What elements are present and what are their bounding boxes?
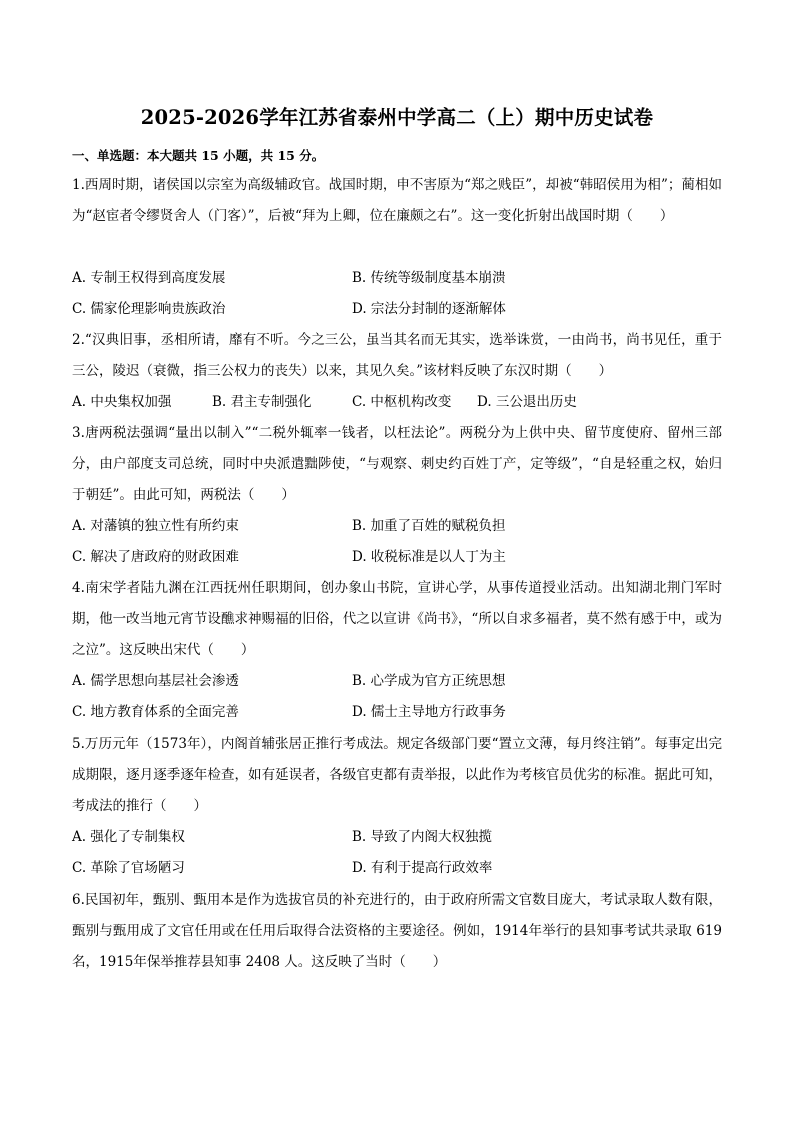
- option-d: D. 有利于提高行政效率: [352, 860, 493, 876]
- question-5-options: [72, 822, 722, 884]
- question-3-options: [72, 511, 722, 573]
- option-c: C. 中枢机构改变: [352, 394, 452, 410]
- option-a: A. 中央集权加强: [72, 394, 172, 410]
- question-2-options: [72, 387, 722, 418]
- page-title: 2025-2026学年江苏省泰州中学高二（上）期中历史试卷: [140, 106, 654, 129]
- question-4-stem: 4.南宋学者陆九渊在江西抚州任职期间，创办象山书院，宣讲心学，从事传道授业活动。出知湖北荆门军时期，他一改当地元宵节设醮求神赐福的旧俗，代之以宣讲《尚书》，“所以自求多福者，莫不然有感于中，或为之泣”。这反映出宋代（ ）: [72, 580, 722, 658]
- option-a: A. 专制王权得到高度发展: [72, 270, 226, 286]
- option-b: B. 君主专制强化: [212, 394, 312, 410]
- question-6-stem: 6.民国初年，甄别、甄用本是作为选拔官员的补充进行的，由于政府所需文官数目庞大，考试录取人数有限，甄别与甄用成了文官任用或在任用后取得合法资格的主要途径。例如，1914年举行的县知事考试共录取 619 名，1915年保举推荐县知事 2408 人。这反映了当时（ ）: [72, 892, 722, 970]
- option-b: B. 心学成为官方正统思想: [352, 673, 506, 689]
- option-d: D. 三公退出历史: [477, 394, 577, 410]
- option-d: D. 收税标准是以人丁为主: [352, 549, 506, 565]
- option-a: A. 强化了专制集权: [72, 829, 185, 845]
- option-c: C. 地方教育体系的全面完善: [72, 704, 239, 720]
- option-b: B. 传统等级制度基本崩溃: [352, 270, 506, 286]
- question-3-stem: 3.唐两税法强调“量出以制入”“二税外辄率一钱者，以枉法论”。两税分为上供中央、留节度使府、留州三部分，由户部度支司总统，同时中央派遣黜陟使，“与观察、刺史约百姓丁产，定等级”，“自是轻重之权，始归于朝廷”。由此可知，两税法（ ）: [72, 425, 722, 503]
- question-5-stem: 5.万历元年（1573年），内阁首辅张居正推行考成法。规定各级部门要“置立文薄，每月终注销”。每事定出完成期限，逐月逐季逐年检查，如有延误者，各级官吏都有责举报，以此作为考核官员优劣的标准。据此可知，考成法的推行（ ）: [72, 736, 722, 814]
- option-c: C. 儒家伦理影响贵族政治: [72, 301, 226, 317]
- question-1-options: [72, 263, 722, 325]
- option-a: A. 儒学思想向基层社会渗透: [72, 673, 239, 689]
- option-b: B. 加重了百姓的赋税负担: [352, 518, 506, 534]
- option-d: D. 宗法分封制的逐渐解体: [352, 301, 506, 317]
- option-c: C. 革除了官场陋习: [72, 860, 185, 876]
- option-a: A. 对藩镇的独立性有所约束: [72, 518, 239, 534]
- option-c: C. 解决了唐政府的财政困难: [72, 549, 239, 565]
- question-2-stem: 2.“汉典旧事，丞相所请，靡有不听。今之三公，虽当其名而无其实，选举诛赏，一由尚书，尚书见任，重于三公，陵迟（衰微，指三公权力的丧失）以来，其见久矣。”该材料反映了东汉时期（ ）: [72, 332, 722, 379]
- option-b: B. 导致了内阁大权独揽: [352, 829, 493, 845]
- option-d: D. 儒士主导地方行政事务: [352, 704, 506, 720]
- question-4-options: [72, 666, 722, 728]
- section-heading: 一、单选题：本大题共 15 小题，共 15 分。: [72, 148, 325, 163]
- question-1-stem: 1.西周时期，诸侯国以宗室为高级辅政官。战国时期，申不害原为“郑之贱臣”，却被“韩昭侯用为相”；蔺相如为“赵宦者令缪贤舍人（门客）”，后被“拜为上卿，位在廉颇之右”。这一变化折射出战国时期（ ）: [72, 177, 722, 224]
